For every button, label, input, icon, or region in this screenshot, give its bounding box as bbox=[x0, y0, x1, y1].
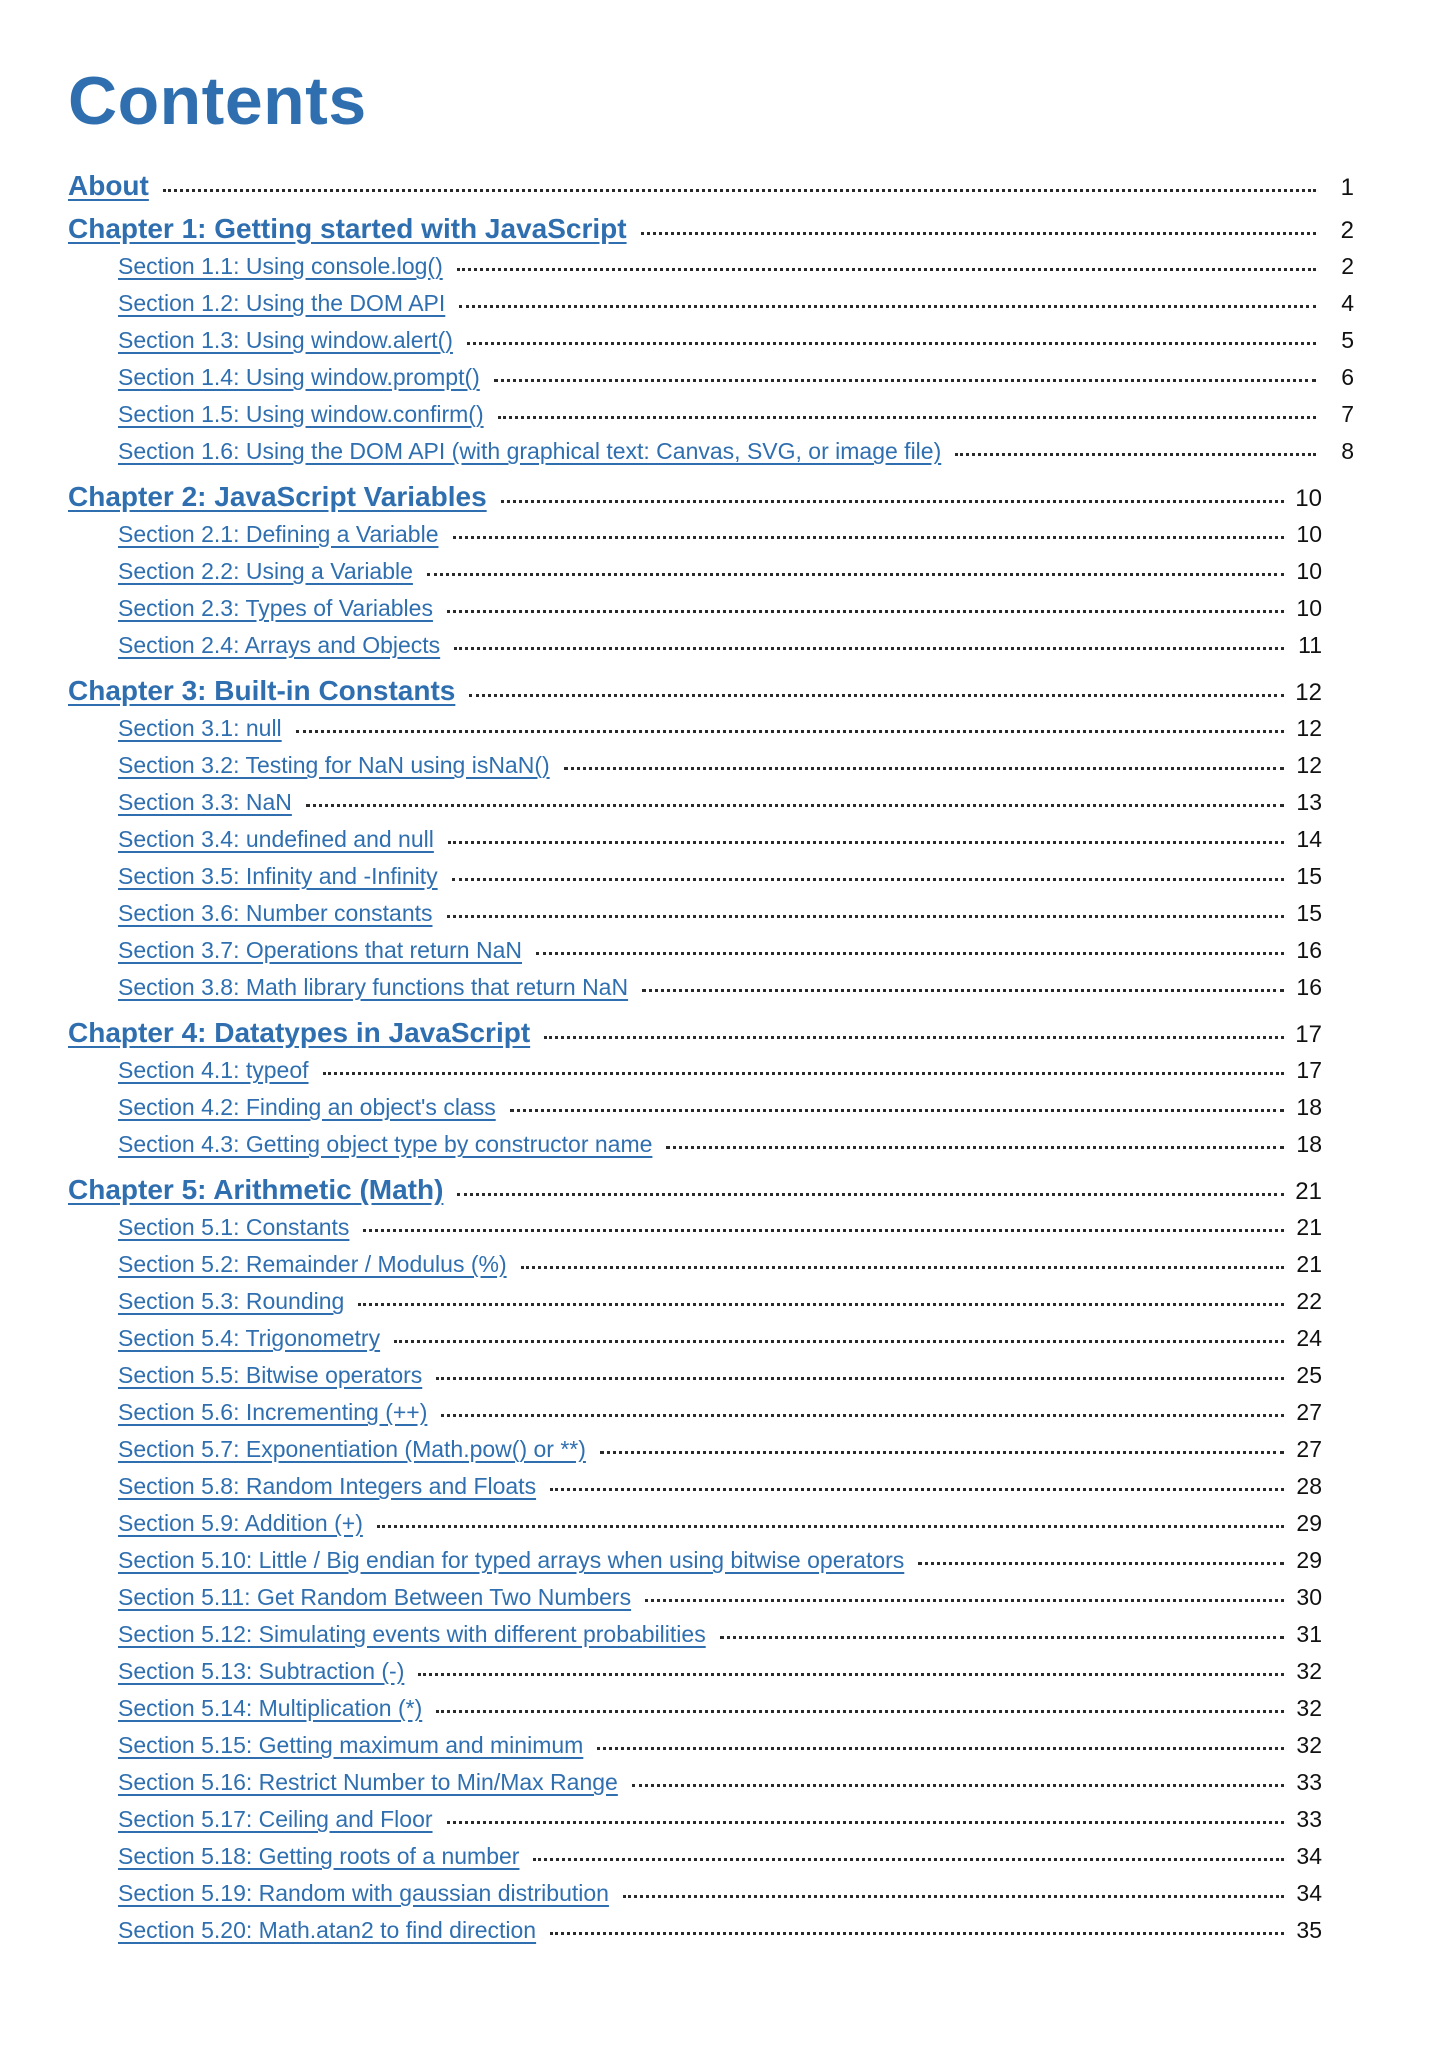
page-number: 25 bbox=[1296, 1362, 1322, 1388]
page-number: 4 bbox=[1341, 290, 1354, 316]
page-number: 32 bbox=[1296, 1695, 1322, 1721]
toc-section-entry[interactable] bbox=[118, 1621, 1322, 1648]
dot-leader bbox=[457, 268, 1316, 271]
toc-link[interactable]: Section 4.2: Finding an object's class bbox=[118, 1094, 496, 1120]
page-number: 10 bbox=[1295, 485, 1322, 512]
page-number: 21 bbox=[1296, 1214, 1322, 1240]
toc-section-entry[interactable] bbox=[118, 364, 1354, 391]
toc-link[interactable]: Section 3.1: null bbox=[118, 715, 282, 741]
dot-leader bbox=[447, 915, 1285, 918]
page-title: Contents bbox=[68, 63, 367, 139]
dot-leader bbox=[501, 500, 1284, 503]
dot-leader bbox=[469, 694, 1284, 697]
dot-leader bbox=[720, 1636, 1284, 1639]
page-number: 17 bbox=[1295, 1021, 1322, 1048]
toc-link[interactable]: Section 3.8: Math library functions that return NaN bbox=[118, 974, 629, 1000]
page-number: 1 bbox=[1340, 174, 1354, 201]
toc-section-entry[interactable] bbox=[118, 595, 1322, 622]
toc-link[interactable]: Section 3.5: Infinity and -Infinity bbox=[118, 863, 438, 889]
dot-leader bbox=[427, 573, 1284, 576]
dot-leader bbox=[597, 1747, 1284, 1750]
toc-section-entry[interactable] bbox=[118, 1695, 1322, 1722]
toc-section-entry[interactable] bbox=[118, 1436, 1322, 1463]
toc-link[interactable]: Section 5.5: Bitwise operators bbox=[118, 1362, 423, 1388]
toc-link[interactable]: Section 1.1: Using console.log() bbox=[118, 253, 443, 279]
toc-link[interactable]: Section 2.4: Arrays and Objects bbox=[118, 632, 441, 658]
page-number: 16 bbox=[1296, 937, 1322, 963]
toc-section-entry[interactable] bbox=[118, 1362, 1322, 1389]
toc-section-entry[interactable] bbox=[118, 632, 1322, 659]
toc-link[interactable]: Section 5.4: Trigonometry bbox=[118, 1325, 381, 1351]
page-number: 14 bbox=[1296, 826, 1322, 852]
page-number: 2 bbox=[1340, 217, 1354, 244]
dot-leader bbox=[306, 804, 1284, 807]
toc-chapter-entry[interactable] bbox=[68, 213, 1354, 245]
dot-leader bbox=[296, 730, 1284, 733]
toc-link[interactable]: Section 3.2: Testing for NaN using isNaN() bbox=[118, 752, 550, 778]
dot-leader bbox=[623, 1895, 1284, 1898]
toc-link[interactable]: Section 5.12: Simulating events with different probabilities bbox=[118, 1621, 706, 1647]
toc-section-entry[interactable] bbox=[118, 1843, 1322, 1870]
dot-leader bbox=[510, 1109, 1284, 1112]
dot-leader bbox=[454, 647, 1284, 650]
page-number: 13 bbox=[1296, 789, 1322, 815]
toc-section-entry[interactable] bbox=[118, 1288, 1322, 1315]
page-number: 16 bbox=[1296, 974, 1322, 1000]
dot-leader bbox=[363, 1229, 1284, 1232]
page-number: 15 bbox=[1296, 863, 1322, 889]
toc-section-entry[interactable] bbox=[118, 558, 1322, 585]
page-number: 8 bbox=[1341, 438, 1354, 464]
toc-chapter-entry[interactable] bbox=[68, 1017, 1322, 1049]
page-number: 21 bbox=[1295, 1178, 1322, 1205]
toc-section-entry[interactable] bbox=[118, 863, 1322, 890]
toc-chapter-entry[interactable] bbox=[68, 1174, 1322, 1206]
dot-leader bbox=[441, 1414, 1284, 1417]
toc-chapter-entry[interactable] bbox=[68, 170, 1354, 202]
toc-link[interactable]: Section 1.6: Using the DOM API (with graphical text: Canvas, SVG, or image file) bbox=[118, 438, 942, 464]
dot-leader bbox=[536, 952, 1284, 955]
toc-section-entry[interactable] bbox=[118, 789, 1322, 816]
toc-section-entry[interactable] bbox=[118, 1325, 1322, 1352]
toc-chapter-entry[interactable] bbox=[68, 675, 1322, 707]
dot-leader bbox=[436, 1710, 1284, 1713]
toc-link[interactable]: Section 5.13: Subtraction (-) bbox=[118, 1658, 405, 1684]
page-number: 18 bbox=[1296, 1131, 1322, 1157]
dot-leader bbox=[666, 1146, 1284, 1149]
toc-section-entry[interactable] bbox=[118, 401, 1354, 428]
page-number: 11 bbox=[1298, 632, 1322, 658]
page-number: 33 bbox=[1296, 1806, 1322, 1832]
toc-link[interactable]: Section 1.4: Using window.prompt() bbox=[118, 364, 480, 390]
toc-section-entry[interactable] bbox=[118, 1251, 1322, 1278]
toc-link[interactable]: Section 5.15: Getting maximum and minimum bbox=[118, 1732, 584, 1758]
page-number: 10 bbox=[1296, 521, 1322, 547]
toc-link[interactable]: Section 5.14: Multiplication (*) bbox=[118, 1695, 423, 1721]
toc-link[interactable]: Section 1.2: Using the DOM API bbox=[118, 290, 446, 316]
toc-link[interactable]: Chapter 3: Built-in Constants bbox=[68, 675, 456, 706]
page-number: 12 bbox=[1296, 752, 1322, 778]
dot-leader bbox=[377, 1525, 1284, 1528]
dot-leader bbox=[550, 1932, 1284, 1935]
toc-section-entry[interactable] bbox=[118, 1214, 1322, 1241]
dot-leader bbox=[323, 1072, 1284, 1075]
toc-section-entry[interactable] bbox=[118, 1547, 1322, 1574]
toc-link[interactable]: Section 1.5: Using window.confirm() bbox=[118, 401, 484, 427]
toc-link[interactable]: Section 2.2: Using a Variable bbox=[118, 558, 413, 584]
dot-leader bbox=[453, 536, 1285, 539]
dot-leader bbox=[163, 189, 1316, 192]
toc-section-entry[interactable] bbox=[118, 937, 1322, 964]
toc-section-entry[interactable] bbox=[118, 1917, 1322, 1944]
toc-link[interactable]: Section 5.19: Random with gaussian distribution bbox=[118, 1880, 609, 1906]
toc-link[interactable]: Chapter 5: Arithmetic (Math) bbox=[68, 1174, 444, 1205]
dot-leader bbox=[632, 1784, 1284, 1787]
dot-leader bbox=[533, 1858, 1284, 1861]
toc-link[interactable]: Section 5.17: Ceiling and Floor bbox=[118, 1806, 433, 1832]
toc-link[interactable]: Section 5.8: Random Integers and Floats bbox=[118, 1473, 537, 1499]
toc-section-entry[interactable] bbox=[118, 1658, 1322, 1685]
toc-section-entry[interactable] bbox=[118, 1094, 1322, 1121]
page-number: 21 bbox=[1296, 1251, 1322, 1277]
page-number: 30 bbox=[1296, 1584, 1322, 1610]
dot-leader bbox=[521, 1266, 1284, 1269]
page-number: 2 bbox=[1341, 253, 1354, 279]
toc-section-entry[interactable] bbox=[118, 974, 1322, 1001]
toc-section-entry[interactable] bbox=[118, 826, 1322, 853]
dot-leader bbox=[457, 1193, 1284, 1196]
dot-leader bbox=[550, 1488, 1284, 1491]
dot-leader bbox=[494, 379, 1316, 382]
page-number: 32 bbox=[1296, 1658, 1322, 1684]
page-number: 34 bbox=[1296, 1880, 1322, 1906]
dot-leader bbox=[498, 416, 1316, 419]
toc-section-entry[interactable] bbox=[118, 1399, 1322, 1426]
toc-section-entry[interactable] bbox=[118, 1510, 1322, 1537]
page-number: 27 bbox=[1296, 1436, 1322, 1462]
toc-link[interactable]: Section 5.16: Restrict Number to Min/Max Range bbox=[118, 1769, 618, 1795]
dot-leader bbox=[358, 1303, 1284, 1306]
toc-link[interactable]: Section 5.3: Rounding bbox=[118, 1288, 345, 1314]
toc-link[interactable]: Chapter 4: Datatypes in JavaScript bbox=[68, 1017, 531, 1048]
toc-link[interactable]: Section 5.1: Constants bbox=[118, 1214, 350, 1240]
toc-link[interactable]: Section 5.11: Get Random Between Two Numbers bbox=[118, 1584, 632, 1610]
page-number: 12 bbox=[1295, 679, 1322, 706]
dot-leader bbox=[418, 1673, 1284, 1676]
page-number: 18 bbox=[1296, 1094, 1322, 1120]
page-number: 31 bbox=[1296, 1621, 1322, 1647]
toc-link[interactable]: Section 4.1: typeof bbox=[118, 1057, 309, 1083]
page-number: 17 bbox=[1296, 1057, 1322, 1083]
toc-section-entry[interactable] bbox=[118, 1131, 1322, 1158]
page-number: 32 bbox=[1296, 1732, 1322, 1758]
toc-link[interactable]: Section 5.2: Remainder / Modulus (%) bbox=[118, 1251, 507, 1277]
toc-section-entry[interactable] bbox=[118, 1732, 1322, 1759]
toc-section-entry[interactable] bbox=[118, 327, 1354, 354]
page-number: 27 bbox=[1296, 1399, 1322, 1425]
toc-section-entry[interactable] bbox=[118, 438, 1354, 465]
toc-link[interactable]: Section 5.18: Getting roots of a number bbox=[118, 1843, 520, 1869]
toc-section-entry[interactable] bbox=[118, 1806, 1322, 1833]
page-number: 33 bbox=[1296, 1769, 1322, 1795]
dot-leader bbox=[436, 1377, 1284, 1380]
dot-leader bbox=[394, 1340, 1284, 1343]
page-number: 29 bbox=[1296, 1510, 1322, 1536]
page-number: 35 bbox=[1296, 1917, 1322, 1943]
dot-leader bbox=[467, 342, 1316, 345]
toc-link[interactable]: Section 1.3: Using window.alert() bbox=[118, 327, 453, 353]
toc-chapter-entry[interactable] bbox=[68, 481, 1322, 513]
toc-link[interactable]: Section 4.3: Getting object type by constructor name bbox=[118, 1131, 653, 1157]
page-number: 28 bbox=[1296, 1473, 1322, 1499]
dot-leader bbox=[544, 1036, 1284, 1039]
toc-section-entry[interactable] bbox=[118, 1473, 1322, 1500]
dot-leader bbox=[600, 1451, 1284, 1454]
toc-section-entry[interactable] bbox=[118, 715, 1322, 742]
toc-link[interactable]: Chapter 2: JavaScript Variables bbox=[68, 481, 487, 512]
page-number: 12 bbox=[1296, 715, 1322, 741]
toc-link[interactable]: Section 2.3: Types of Variables bbox=[118, 595, 433, 621]
page-number: 22 bbox=[1296, 1288, 1322, 1314]
toc-link[interactable]: Section 5.7: Exponentiation (Math.pow() or **) bbox=[118, 1436, 586, 1462]
dot-leader bbox=[452, 878, 1284, 881]
page-number: 24 bbox=[1296, 1325, 1322, 1351]
page-number: 7 bbox=[1341, 401, 1354, 427]
toc-section-entry[interactable] bbox=[118, 253, 1354, 280]
dot-leader bbox=[918, 1562, 1284, 1565]
toc-link[interactable]: Section 3.7: Operations that return NaN bbox=[118, 937, 522, 963]
page-number: 29 bbox=[1296, 1547, 1322, 1573]
toc-link[interactable]: Section 5.6: Incrementing (++) bbox=[118, 1399, 428, 1425]
toc-link[interactable]: Section 3.6: Number constants bbox=[118, 900, 433, 926]
page-number: 6 bbox=[1341, 364, 1354, 390]
page-number: 10 bbox=[1296, 558, 1322, 584]
dot-leader bbox=[641, 232, 1316, 235]
dot-leader bbox=[459, 305, 1316, 308]
toc-section-entry[interactable] bbox=[118, 521, 1322, 548]
toc-link[interactable]: Section 5.10: Little / Big endian for typed arrays when using bitwise operators bbox=[118, 1547, 905, 1573]
dot-leader bbox=[642, 989, 1284, 992]
toc-section-entry[interactable] bbox=[118, 1880, 1322, 1907]
toc-section-entry[interactable] bbox=[118, 752, 1322, 779]
toc-link[interactable]: Chapter 1: Getting started with JavaScript bbox=[68, 213, 627, 244]
toc-section-entry[interactable] bbox=[118, 290, 1354, 317]
toc-link[interactable]: Section 5.20: Math.atan2 to find direction bbox=[118, 1917, 537, 1943]
page-number: 34 bbox=[1296, 1843, 1322, 1869]
toc-link[interactable]: About bbox=[68, 170, 149, 201]
toc-section-entry[interactable] bbox=[118, 1769, 1322, 1796]
toc-link[interactable]: Section 3.3: NaN bbox=[118, 789, 292, 815]
toc-link[interactable]: Section 2.1: Defining a Variable bbox=[118, 521, 439, 547]
toc-section-entry[interactable] bbox=[118, 1057, 1322, 1084]
toc-link[interactable]: Section 5.9: Addition (+) bbox=[118, 1510, 363, 1536]
toc-section-entry[interactable] bbox=[118, 1584, 1322, 1611]
dot-leader bbox=[447, 610, 1284, 613]
toc-section-entry[interactable] bbox=[118, 900, 1322, 927]
dot-leader bbox=[645, 1599, 1284, 1602]
dot-leader bbox=[955, 453, 1316, 456]
dot-leader bbox=[564, 767, 1284, 770]
page-number: 10 bbox=[1296, 595, 1322, 621]
page-number: 5 bbox=[1341, 327, 1354, 353]
page-number: 15 bbox=[1296, 900, 1322, 926]
dot-leader bbox=[448, 841, 1284, 844]
dot-leader bbox=[447, 1821, 1284, 1824]
toc-link[interactable]: Section 3.4: undefined and null bbox=[118, 826, 434, 852]
